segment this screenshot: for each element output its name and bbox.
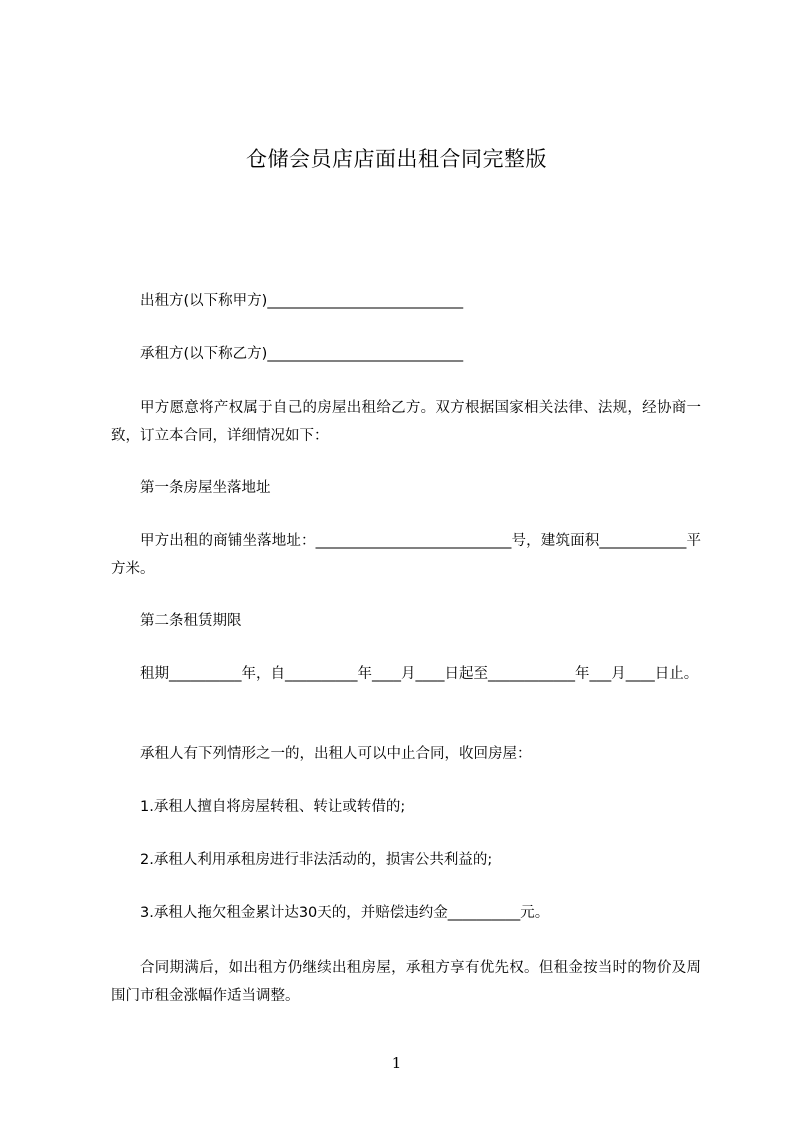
condition-3: 3.承租人拖欠租金累计达30天的，并赔偿违约金__________元。	[140, 905, 550, 921]
termination-conditions: 承租人有下列情形之一的，出租人可以中止合同，收回房屋：	[140, 746, 532, 762]
page-number: 1	[391, 1054, 402, 1072]
article-1-heading: 第一条房屋坐落地址	[140, 480, 271, 496]
condition-1: 1.承租人擅自将房屋转租、转让或转借的;	[140, 799, 406, 815]
lessee-line: 承租方(以下称乙方)___________________________	[140, 346, 464, 362]
article-2-heading: 第二条租赁期限	[140, 613, 242, 629]
lessor-line: 出租方(以下称甲方)___________________________	[140, 293, 464, 309]
renewal-paragraph: 合同期满后，如出租方仍继续出租房屋，承租方享有优先权。但租金按当时的物价及周围门市租金涨幅作适当调整。	[111, 960, 701, 1004]
intro-paragraph: 甲方愿意将产权属于自己的房屋出租给乙方。双方根据国家相关法律、法规，经协商一致，订立本合同，详细情况如下：	[111, 400, 701, 444]
address-paragraph: 甲方出租的商铺坐落地址：___________________________号，建筑面积____________平方米。	[111, 533, 701, 577]
document-title: 仓储会员店店面出租合同完整版	[246, 147, 547, 171]
condition-2: 2.承租人利用承租房进行非法活动的，损害公共利益的;	[140, 852, 493, 868]
lease-term-paragraph: 租期__________年，自__________年____月____日起至____________年___月____日止。	[140, 666, 699, 682]
